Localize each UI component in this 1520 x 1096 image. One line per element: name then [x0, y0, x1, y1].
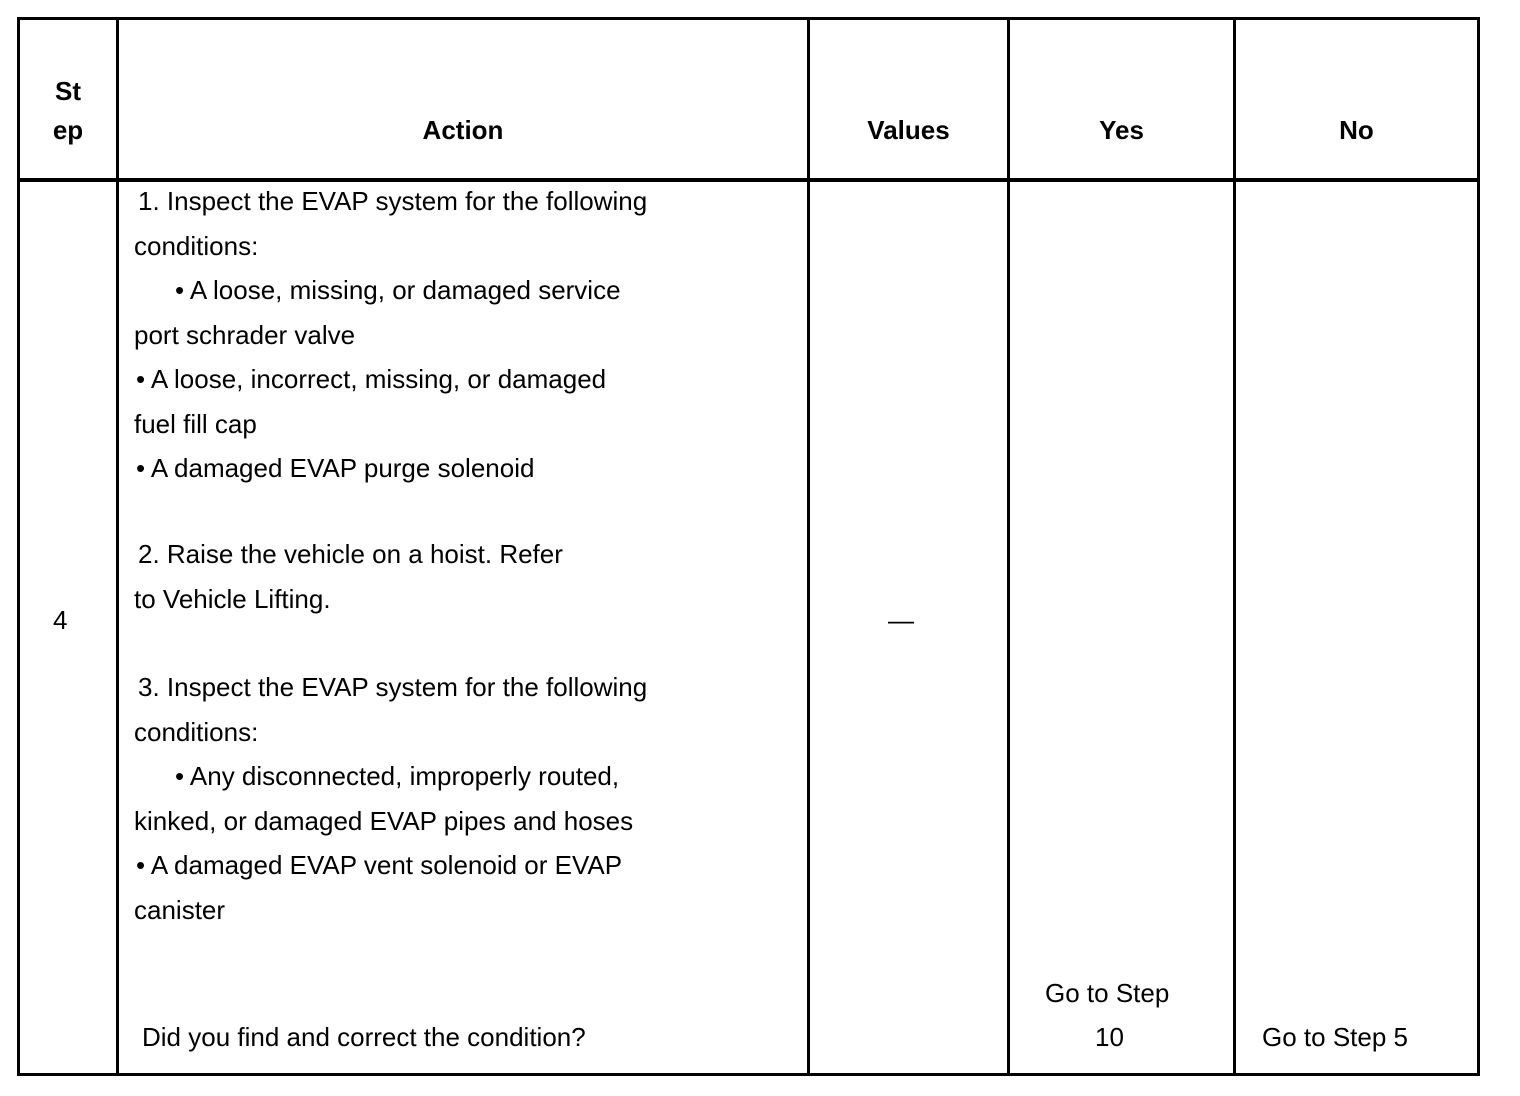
- step-number: 4: [53, 605, 68, 635]
- action-line-8: 2. Raise the vehicle on a hoist. Refer: [138, 539, 563, 569]
- header-no: No: [1339, 115, 1374, 145]
- column-divider-values: [1007, 17, 1010, 1076]
- table-border-top: [17, 17, 1480, 20]
- action-line-12: • Any disconnected, improperly routed,: [175, 761, 620, 791]
- action-question: Did you find and correct the condition?: [142, 1022, 586, 1052]
- column-divider-step: [116, 17, 119, 1076]
- header-step-line2: ep: [52, 115, 84, 145]
- values-cell: —: [888, 605, 914, 635]
- header-values: Values: [867, 115, 950, 145]
- column-divider-action: [807, 17, 810, 1076]
- action-line-5: • A loose, incorrect, missing, or damaged: [136, 364, 607, 394]
- table-border-bottom: [17, 1073, 1480, 1076]
- action-line-3: • A loose, missing, or damaged service: [175, 275, 621, 305]
- action-line-15: canister: [134, 895, 226, 925]
- header-step: [20, 72, 116, 150]
- header-yes: Yes: [1099, 115, 1144, 145]
- action-line-10: 3. Inspect the EVAP system for the following: [138, 672, 648, 702]
- header-action: Action: [422, 115, 504, 145]
- yes-cell-line2: 10: [1095, 1022, 1124, 1052]
- table-border-right: [1477, 17, 1480, 1076]
- action-line-1: 1. Inspect the EVAP system for the following: [138, 186, 648, 216]
- action-line-7: • A damaged EVAP purge solenoid: [136, 453, 535, 483]
- column-divider-yes: [1233, 17, 1236, 1076]
- action-line-4: port schrader valve: [134, 320, 356, 350]
- table-border-left: [17, 17, 20, 1076]
- action-line-14: • A damaged EVAP vent solenoid or EVAP: [136, 850, 623, 880]
- action-line-9: to Vehicle Lifting.: [134, 584, 331, 614]
- yes-cell-line1: Go to Step: [1045, 978, 1170, 1008]
- procedure-table: [17, 17, 1480, 1074]
- header-step-line1: St: [55, 76, 81, 106]
- no-cell: Go to Step 5: [1262, 1022, 1408, 1052]
- action-line-2: conditions:: [134, 231, 259, 261]
- action-line-6: fuel fill cap: [134, 409, 257, 439]
- action-line-11: conditions:: [134, 717, 259, 747]
- action-line-13: kinked, or damaged EVAP pipes and hoses: [134, 806, 634, 836]
